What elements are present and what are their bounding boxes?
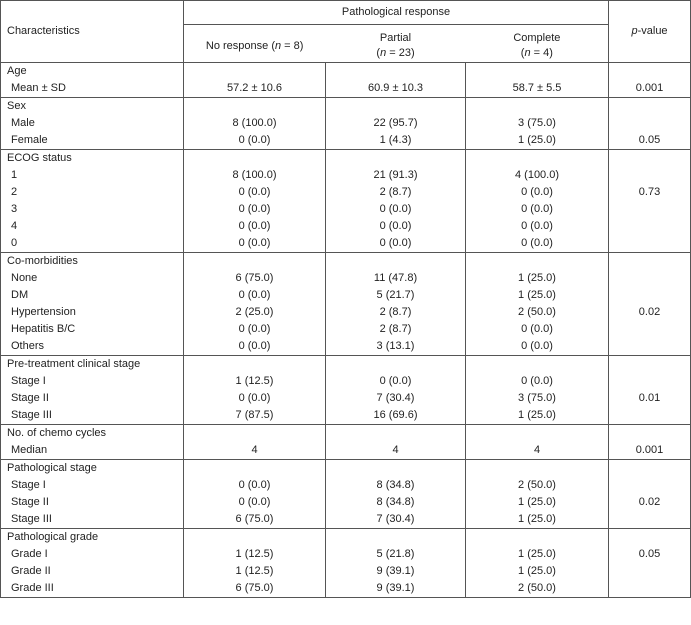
value: 58.7 ± 5.5 (512, 82, 562, 94)
row-label: Female (11, 134, 48, 146)
no-response-cell (184, 356, 326, 425)
value: 22 (95.7) (373, 117, 418, 129)
no-response-cell (184, 529, 326, 598)
value: 4 (100.0) (514, 169, 560, 181)
no-response-cell (184, 98, 326, 150)
complete-cell (466, 98, 609, 150)
value: 21 (91.3) (373, 169, 418, 181)
row-label: Male (11, 117, 35, 129)
value: 1 (25.0) (518, 409, 556, 421)
row-label: Hypertension (11, 306, 76, 318)
p-value: 0.01 (638, 392, 661, 404)
section-title: Pathological stage (7, 462, 97, 474)
value: 0 (0.0) (238, 220, 271, 232)
row-label: 2 (11, 186, 18, 198)
value: 2 (50.0) (518, 582, 556, 594)
value: 1 (25.0) (518, 272, 556, 284)
value: 0 (0.0) (521, 203, 553, 215)
row-label: Grade II (11, 565, 51, 577)
value: 1 (12.5) (235, 548, 274, 560)
value: 0 (0.0) (521, 323, 553, 335)
value: 2 (8.7) (379, 323, 412, 335)
value: 2 (50.0) (518, 479, 556, 491)
row-label: Stage I (11, 375, 46, 387)
value: 1 (4.3) (379, 134, 412, 146)
partial-cell (326, 425, 466, 460)
section-label-cell (1, 253, 184, 356)
value: 3 (13.1) (376, 340, 415, 352)
value: 8 (100.0) (232, 117, 277, 129)
section-label-cell (1, 63, 184, 98)
value: 1 (25.0) (518, 565, 556, 577)
row-label: Grade I (11, 548, 48, 560)
partial-cell (326, 63, 466, 98)
row-label: Mean ± SD (11, 82, 66, 94)
section-row (1, 150, 691, 253)
row-label: DM (11, 289, 29, 301)
partial-cell (326, 253, 466, 356)
complete-cell (466, 460, 609, 529)
pvalue-cell (609, 529, 691, 598)
section-label-cell (1, 460, 184, 529)
header-row (1, 1, 691, 63)
row-label: 3 (11, 203, 18, 215)
value: 8 (100.0) (232, 169, 277, 181)
pvalue-cell (609, 98, 691, 150)
value: 1 (25.0) (518, 496, 556, 508)
row-label: None (11, 272, 38, 284)
value: 0 (0.0) (379, 220, 412, 232)
partial-cell (326, 529, 466, 598)
row-label: Stage III (11, 513, 52, 525)
pvalue-cell (609, 63, 691, 98)
complete-cell (466, 63, 609, 98)
complete-cell (466, 150, 609, 253)
value: 2 (50.0) (518, 306, 556, 318)
section-row (1, 98, 691, 150)
p-value: 0.05 (638, 134, 661, 146)
value: 3 (75.0) (518, 117, 556, 129)
section-title: ECOG status (7, 152, 72, 164)
p-value: 0.73 (638, 186, 661, 198)
value: 7 (30.4) (376, 392, 415, 404)
value: 0 (0.0) (238, 496, 271, 508)
value: 0 (0.0) (238, 392, 271, 404)
partial-cell (326, 98, 466, 150)
value: 6 (75.0) (235, 582, 274, 594)
value: 1 (25.0) (518, 134, 556, 146)
value: 0 (0.0) (238, 479, 271, 491)
value: 7 (30.4) (376, 513, 415, 525)
pvalue-cell (609, 460, 691, 529)
section-label-cell (1, 356, 184, 425)
section-label-cell (1, 98, 184, 150)
value: 4 (392, 444, 399, 456)
section-label-cell (1, 425, 184, 460)
row-label: Stage I (11, 479, 46, 491)
section-label-cell (1, 150, 184, 253)
section-title: Age (7, 65, 27, 77)
value: 3 (75.0) (518, 392, 556, 404)
value: 2 (8.7) (379, 186, 412, 198)
value: 60.9 ± 10.3 (368, 82, 423, 94)
value: 7 (87.5) (235, 409, 274, 421)
complete-cell (466, 529, 609, 598)
row-label: Hepatitis B/C (11, 323, 76, 335)
value: 0 (0.0) (238, 186, 271, 198)
value: 0 (0.0) (379, 237, 412, 249)
row-label: Stage II (11, 496, 49, 508)
no-response-cell (184, 425, 326, 460)
value: 16 (69.6) (373, 409, 418, 421)
value: 57.2 ± 10.6 (227, 82, 282, 94)
section-row (1, 425, 691, 460)
header-response-group (184, 1, 609, 63)
row-label: Median (11, 444, 48, 456)
section-title: No. of chemo cycles (7, 427, 107, 439)
pvalue-cell (609, 253, 691, 356)
row-label: 4 (11, 220, 18, 232)
row-label: Others (11, 340, 45, 352)
value: 5 (21.7) (376, 289, 415, 301)
complete-cell (466, 425, 609, 460)
section-row (1, 63, 691, 98)
p-value: 0.001 (635, 82, 664, 94)
section-title: Pre-treatment clinical stage (7, 358, 141, 370)
value: 4 (533, 444, 541, 456)
header-partial: Partial (n = 23) (376, 32, 415, 59)
section-row (1, 529, 691, 598)
value: 5 (21.8) (376, 548, 415, 560)
partial-cell (326, 150, 466, 253)
pvalue-cell (609, 150, 691, 253)
section-label-cell (1, 529, 184, 598)
value: 1 (25.0) (518, 548, 556, 560)
value: 0 (0.0) (238, 340, 271, 352)
value: 0 (0.0) (521, 340, 553, 352)
row-label: 0 (11, 237, 18, 249)
value: 0 (0.0) (238, 323, 271, 335)
p-value: 0.02 (638, 306, 661, 318)
value: 0 (0.0) (521, 220, 553, 232)
header-characteristics-cell (1, 1, 184, 63)
section-title: Co-morbidities (7, 255, 78, 267)
header-pvalue-cell (609, 1, 691, 63)
header-pathological-response: Pathological response (184, 1, 608, 25)
partial-cell (326, 356, 466, 425)
value: 0 (0.0) (521, 237, 553, 249)
value: 4 (251, 444, 258, 456)
row-label: 1 (11, 169, 18, 181)
no-response-cell (184, 460, 326, 529)
value: 2 (8.7) (379, 306, 412, 318)
value: 0 (0.0) (238, 203, 271, 215)
header-pvalue: p-value (631, 25, 668, 37)
value: 1 (12.5) (235, 375, 274, 387)
section-row (1, 356, 691, 425)
complete-cell (466, 253, 609, 356)
row-label: Grade III (11, 582, 54, 594)
header-characteristics: Characteristics (7, 25, 80, 37)
value: 9 (39.1) (376, 582, 415, 594)
row-label: Stage II (11, 392, 49, 404)
value: 0 (0.0) (521, 375, 553, 387)
value: 8 (34.8) (376, 479, 415, 491)
value: 0 (0.0) (238, 237, 271, 249)
p-value: 0.05 (638, 548, 661, 560)
value: 2 (25.0) (235, 306, 274, 318)
value: 0 (0.0) (238, 134, 271, 146)
section-title: Sex (7, 100, 26, 112)
value: 11 (47.8) (373, 272, 418, 284)
no-response-cell (184, 150, 326, 253)
value: 1 (12.5) (235, 565, 274, 577)
value: 0 (0.0) (238, 289, 271, 301)
value: 6 (75.0) (235, 513, 274, 525)
p-value: 0.001 (635, 444, 664, 456)
row-label: Stage III (11, 409, 52, 421)
pvalue-cell (609, 356, 691, 425)
value: 9 (39.1) (376, 565, 415, 577)
no-response-cell (184, 63, 326, 98)
header-complete: Complete (n = 4) (513, 32, 561, 59)
value: 1 (25.0) (518, 513, 556, 525)
complete-cell (466, 356, 609, 425)
value: 1 (25.0) (518, 289, 556, 301)
no-response-cell (184, 253, 326, 356)
value: 0 (0.0) (379, 203, 412, 215)
section-title: Pathological grade (7, 531, 99, 543)
section-row (1, 253, 691, 356)
value: 8 (34.8) (376, 496, 415, 508)
value: 6 (75.0) (235, 272, 274, 284)
partial-cell (326, 460, 466, 529)
section-row (1, 460, 691, 529)
value: 0 (0.0) (379, 375, 412, 387)
p-value: 0.02 (638, 496, 661, 508)
value: 0 (0.0) (521, 186, 553, 198)
pvalue-cell (609, 425, 691, 460)
header-no-response: No response (n = 8) (205, 40, 304, 52)
